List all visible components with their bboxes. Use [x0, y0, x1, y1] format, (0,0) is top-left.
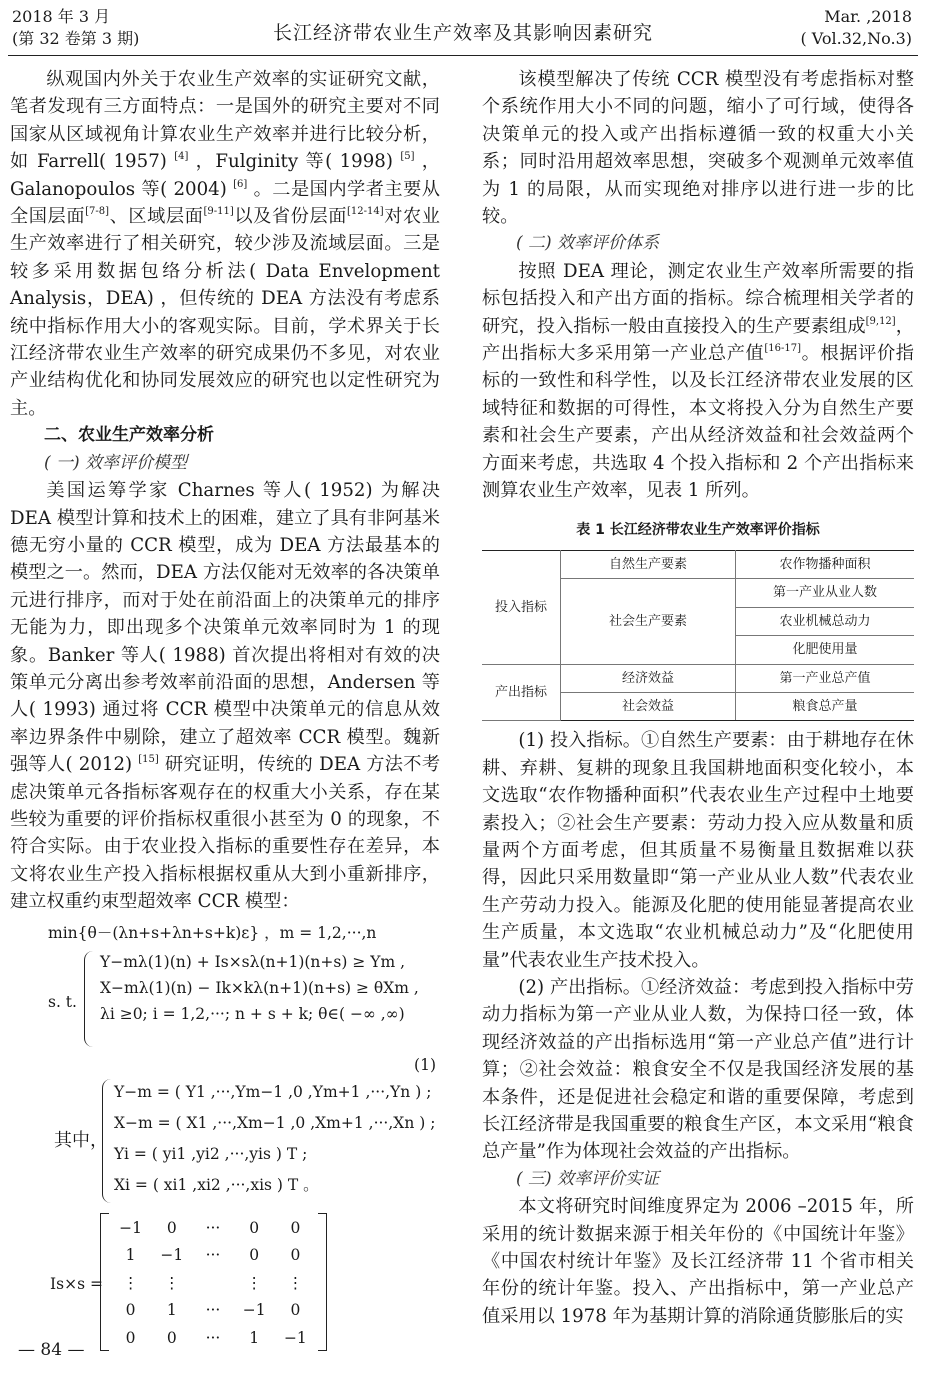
matrix-cell: 0	[166, 1219, 177, 1237]
indicator-cell: 第一产业从业人数	[736, 579, 915, 607]
matrix-cell: ···	[205, 1246, 221, 1265]
indicator-cell: 化肥使用量	[736, 636, 915, 664]
paragraph-model: 美国运筹学家 Charnes 等人( 1952) 为解决 DEA 模型计算和技术上的困难，建立了具有非阿基米德无穷小量的 CCR 模型，成为 DEA 方法最基本的模型之一。然而，DEA 方法仅能对无效率的各决策单元进行排序，而对于处在前沿面上的决策单元的排序无能为力，即出现多个决策单元效率同时为 1 的现象。Banker 等人( 1988) 首次提出将相对有效的决策单元分离出参考效率前沿面的思想，Andersen 等人( 1993) 通过将 CCR 模型中决策单元的信息从效率边界条件中剔除，建立了超效率 CCR 模型。魏新强等人( 2012) [15] 研究证明，传统的 DEA 方法不考虑决策单元各指标客观存在的权重大小关系，存在某些较为重要的评价指标权重很小甚至为 0 的现象，不符合实际。由于农业投入指标的重要性存在差异，本文将农业生产投入指标根据权重从大到小重新排序，建立权重约束型超效率 CCR 模型：	[10, 480, 441, 913]
indicator-cell: 第一产业总产值	[736, 664, 915, 692]
right-column	[482, 66, 914, 1330]
matrix-cell: 1	[249, 1328, 260, 1347]
constraint-line: Y−mλ(1)(n) + Is×sλ(n+1)(n+s) ≥ Ym ,	[100, 953, 406, 971]
subsection-heading: ( 一) 效率评价模型	[44, 452, 188, 473]
table-row	[482, 664, 914, 692]
header-rule	[8, 55, 918, 56]
indicator-table	[482, 550, 914, 721]
table-row	[482, 550, 914, 578]
citation: [6]	[233, 178, 248, 190]
matrix-row	[110, 1270, 316, 1297]
definition-line: Xi = ( xi1 ,xi2 ,···,xis ) T 。	[114, 1176, 319, 1194]
social-benefit-cell: 社会效益	[561, 692, 736, 720]
matrix-right-bracket	[318, 1213, 327, 1351]
issue-date-en	[800, 6, 912, 50]
paragraph-literature-review: 纵观国内外关于农业生产效率的实证研究文献，笔者发现有三方面特点：一是国外的研究主要对不同国家从区域视角计算农业生产效率并进行比较分析，如 Farrell( 1957) [4] ，Fulginity 等( 1998) [5] ，Galanopoulos 等( 2004) [6] 。二是国内学者主要从全国层面[7-8]、区域层面[9-11]以及省份层面[12-14]对农业生产效率进行了相关研究，较少涉及流域层面。三是较多采用数据包络分析法( Data Envelopment Analysis，DEA) ，但传统的 DEA 方法没有考虑系统中指标作用大小的客观实际。目前，学术界关于长江经济带农业生产效率的研究成果仍不多见，对农业产业结构优化和协同发展效应的研究也以定性研究为主。	[10, 69, 440, 419]
matrix-row	[110, 1297, 316, 1324]
paragraph-output-indicators: (2) 产出指标。①经济效益：考虑到投入指标中劳动力指标为第一产业从业人数，为保持口径一致，体现经济效益的产出指标选用“第一产业总产值”进行计算；②社会效益：粮食安全不仅是我国经济发展的基本条件，还是促进社会稳定和谐的重要保障，考虑到长江经济带是我国重要的粮食生产区，本文采用“粮食总产量”作为体现社会效益的产出指标。	[482, 977, 914, 1163]
matrix-label: Is×s =	[50, 1275, 103, 1293]
constraint-line: λi ≥0; i = 1,2,···; n + s + k; θ∈( −∞ ,∞)	[100, 1005, 405, 1023]
matrix-row	[110, 1242, 316, 1269]
left-column	[10, 66, 440, 1353]
matrix-cell: ⋮	[246, 1273, 262, 1292]
matrix-cell: ⋮	[287, 1273, 304, 1292]
objective-function: min{θ－(λn+s+λn+s+k)ε} ，m = 1,2,···,n	[48, 923, 377, 942]
where-label: 其中，	[54, 1130, 108, 1151]
matrix-cell: −1	[119, 1219, 143, 1237]
issue-volume-en-line: ( Vol.32,No.3)	[800, 29, 912, 48]
economic-benefit-cell: 经济效益	[561, 664, 736, 692]
paragraph-empirical: 本文将研究时间维度界定为 2006 –2015 年，所采用的统计数据来源于相关年份的《中国统计年鉴》《中国农村统计年鉴》及长江经济带 11 个省市相关年份的统计年鉴。投入、产出指标中，第一产业总产值采用以 1978 年为基期计算的消除通货膨胀后的实	[482, 1196, 914, 1327]
matrix-cell: 0	[290, 1301, 301, 1320]
left-brace	[84, 951, 93, 1047]
matrix-grid	[110, 1215, 316, 1352]
matrix-cell: −1	[242, 1301, 266, 1320]
matrix-cell: 0	[125, 1328, 136, 1347]
indicator-cell: 农业机械总动力	[736, 607, 915, 635]
issue-date-line: 2018 年 3 月	[12, 7, 111, 26]
matrix-cell: ···	[205, 1301, 221, 1320]
matrix-cell: −1	[160, 1246, 184, 1265]
table-caption: 表 1 长江经济带农业生产效率评价指标	[576, 521, 820, 538]
page-header	[0, 0, 926, 56]
matrix-cell: 0	[249, 1246, 260, 1265]
matrix-cell: 0	[249, 1219, 260, 1237]
subsection-heading: ( 三) 效率评价实证	[516, 1168, 660, 1189]
definition-line: Y−m = ( Y1 ,···,Ym−1 ,0 ,Ym+1 ,···,Yn ) ;	[114, 1083, 432, 1101]
matrix-cell: −1	[283, 1328, 307, 1347]
matrix-cell: ⋮	[164, 1273, 180, 1292]
left-brace	[102, 1079, 111, 1203]
matrix-cell: 1	[125, 1246, 136, 1265]
page-number: — 84 —	[18, 1340, 85, 1360]
natural-factor-cell: 自然生产要素	[561, 550, 736, 578]
paragraph-indicator-system: 按照 DEA 理论，测定农业生产效率所需要的指标包括投入和产出方面的指标。综合梳理相关学者的研究，投入指标一般由直接投入的生产要素组成[9,12]，产出指标大多采用第一产业总产值[16-17]。根据评价指标的一致性和科学性，以及长江经济带农业发展的区域特征和数据的可得性，本文将投入分为自然生产要素和社会生产要素，产出从经济效益和社会效益两个方面来考虑，共选取 4 个投入指标和 2 个产出指标来测算农业生产效率，见表 1 所列。	[482, 260, 914, 502]
matrix-cell: ⋮	[122, 1273, 139, 1292]
constraint-line: X−mλ(1)(n) − Ik×kλ(n+1)(n+s) ≥ θXm ,	[100, 979, 419, 997]
indicator-cell: 农作物播种面积	[736, 550, 915, 578]
matrix-cell: 0	[125, 1301, 136, 1320]
matrix-cell: 0	[166, 1328, 177, 1347]
input-indicator-cell: 投入指标	[482, 550, 561, 664]
matrix-cell: 0	[290, 1246, 301, 1265]
subsection-heading: ( 二) 效率评价体系	[516, 233, 660, 254]
definition-line: X−m = ( X1 ,···,Xm−1 ,0 ,Xm+1 ,···,Xn ) ;	[114, 1114, 436, 1132]
citation: [12-14]	[347, 206, 384, 218]
definition-line: Yi = ( yi1 ,yi2 ,···,yis ) T ;	[114, 1145, 308, 1163]
matrix-cell: 0	[290, 1219, 301, 1237]
citation: [15]	[138, 754, 159, 766]
citation: [9-11]	[203, 206, 234, 218]
matrix-definition	[10, 1213, 440, 1353]
paragraph-model-advantage: 该模型解决了传统 CCR 模型没有考虑指标对整个系统作用大小不同的问题，缩小了可行域，使得各决策单元的投入或产出指标遵循一致的权重大小关系；同时沿用超效率思想，突破多个观测单元效率值为 1 的局限，从而实现绝对排序以进行进一步的比较。	[482, 69, 914, 228]
citation: [9,12]	[865, 315, 896, 327]
issue-date-en-line: Mar. ,2018	[824, 7, 912, 26]
citation: [5]	[400, 151, 415, 163]
citation: [7-8]	[85, 206, 110, 218]
matrix-cell: ···	[205, 1328, 221, 1347]
matrix-cell: ···	[205, 1219, 221, 1237]
equation-number: (1)	[414, 1056, 436, 1074]
matrix-cell	[192, 1270, 233, 1297]
citation: [4]	[174, 151, 189, 163]
running-title: 长江经济带农业生产效率及其影响因素研究	[272, 22, 653, 44]
variable-definitions	[10, 1077, 440, 1209]
social-factor-cell: 社会生产要素	[561, 579, 736, 664]
subject-to-label: s. t.	[48, 993, 77, 1011]
indicator-cell: 粮食总产量	[736, 692, 915, 720]
section-heading: 二、农业生产效率分析	[44, 425, 214, 446]
matrix-cell: 1	[166, 1301, 177, 1320]
output-indicator-cell: 产出指标	[482, 664, 561, 721]
constraint-system	[10, 949, 440, 1053]
citation: [16-17]	[764, 343, 802, 355]
matrix-left-bracket	[100, 1213, 109, 1351]
issue-volume-line: (第 32 卷第 3 期)	[12, 29, 140, 48]
paragraph-input-indicators: (1) 投入指标。①自然生产要素：由于耕地存在休耕、弃耕、复耕的现象且我国耕地面积变化较小，本文选取“农作物播种面积”代表农业生产过程中土地要素投入；②社会生产要素：劳动力投入应从数量和质量两个方面考虑，但其质量不易衡量且数据难以获得，因此只采用数量即“第一产业从业人数”代表农业生产劳动力投入。能源及化肥的使用能显著提高农业生产质量，本文选取“农业机械总动力”及“化肥使用量”代表农业生产技术投入。	[482, 730, 914, 971]
matrix-row	[110, 1325, 316, 1352]
matrix-row	[110, 1215, 316, 1242]
